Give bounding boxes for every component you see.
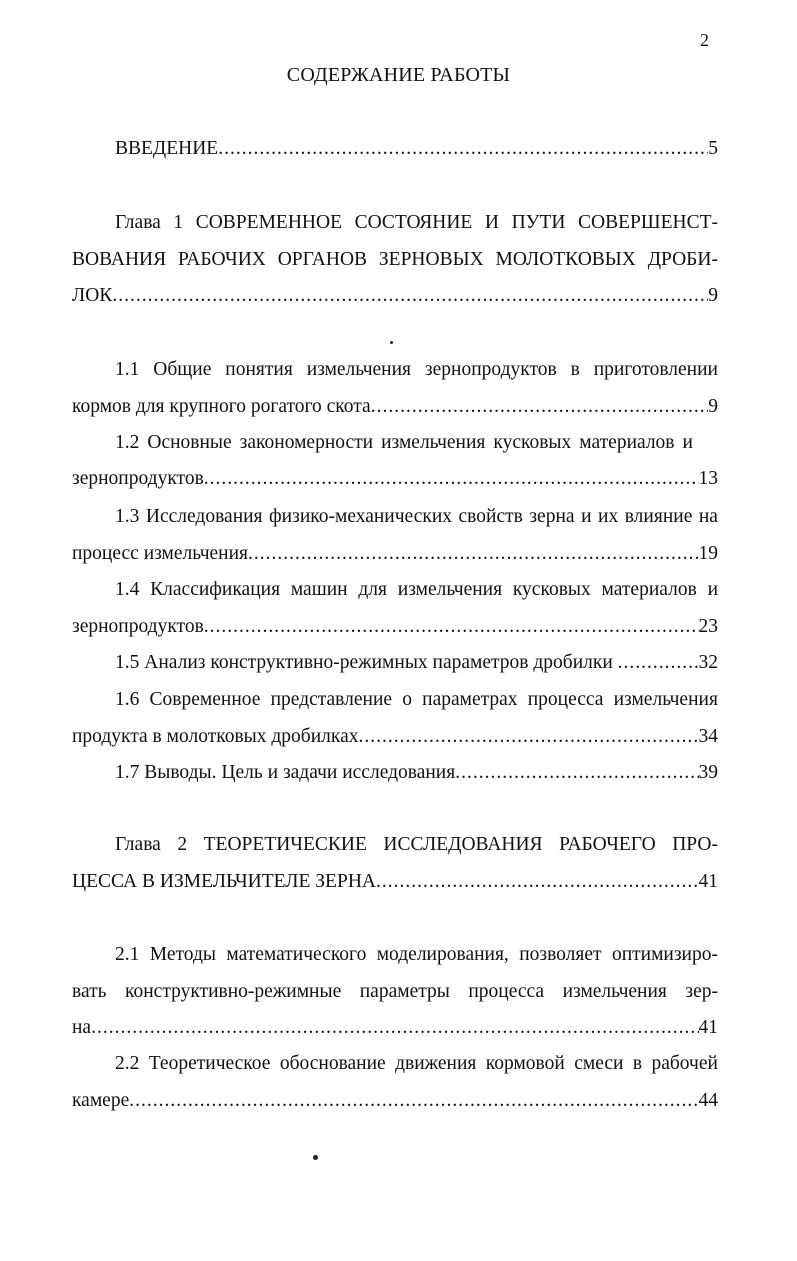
toc-entry-ch2-line2	[72, 870, 718, 894]
toc-word: в	[632, 1053, 643, 1074]
toc-word: 2.2	[115, 1053, 140, 1074]
toc-leader	[371, 395, 709, 419]
toc-word: о	[402, 689, 412, 710]
toc-page: 41	[698, 871, 718, 892]
toc-leader	[112, 284, 708, 308]
toc-word: ПРО-	[672, 834, 718, 855]
toc-word: Теоретическое	[148, 1053, 271, 1074]
toc-word: смеси	[574, 1053, 624, 1074]
toc-text: кормов для крупного рогатого скота	[72, 396, 371, 417]
toc-text: зернопродуктов	[72, 616, 204, 637]
toc-word: и	[707, 579, 718, 600]
toc-leader	[618, 651, 699, 675]
toc-word: оптимизиро-	[611, 944, 718, 965]
toc-entry-1-3-line2	[72, 542, 718, 566]
toc-word: МОЛОТКОВЫХ	[495, 249, 636, 270]
toc-word: Общие	[153, 359, 212, 380]
toc-word: математического	[226, 944, 367, 965]
toc-word: ОРГАНОВ	[277, 249, 368, 270]
toc-leader	[455, 761, 698, 785]
toc-word: измельчения	[381, 432, 486, 453]
toc-entry-2-1-line3	[72, 1016, 718, 1040]
stray-mark	[390, 341, 393, 344]
toc-word: приготовлении	[593, 359, 718, 380]
toc-entry-1-1-line1	[115, 358, 718, 382]
toc-page: 9	[708, 396, 718, 417]
toc-entry-1-6-line1	[115, 688, 718, 712]
toc-text: ВВЕДЕНИЕ	[115, 138, 219, 159]
toc-entry-1-4-line1	[115, 578, 718, 602]
toc-word: измельчения	[613, 689, 718, 710]
toc-word: движения	[395, 1053, 477, 1074]
toc-word: ВОВАНИЯ	[72, 249, 167, 270]
toc-entry-ch1-line3	[72, 284, 718, 308]
toc-word: 1.2	[115, 432, 140, 453]
toc-leader	[204, 615, 699, 639]
toc-word: ПУТИ	[511, 212, 566, 233]
toc-text: процесс измельчения	[72, 543, 248, 564]
toc-word: позволяет	[519, 944, 602, 965]
toc-leader	[376, 870, 699, 894]
toc-word: Основные	[147, 432, 232, 453]
toc-word: кусковых	[493, 432, 572, 453]
toc-entry-ch1-line1	[115, 211, 718, 235]
toc-word: понятия	[225, 359, 293, 380]
toc-entry-1-7	[115, 761, 718, 785]
toc-word: измельчения	[306, 359, 412, 380]
toc-word: 2	[177, 834, 188, 855]
toc-text: продукта в молотковых дробилках	[72, 726, 359, 747]
toc-word: машин	[290, 579, 348, 600]
toc-page: 39	[698, 762, 718, 783]
toc-word: и	[682, 432, 693, 453]
toc-word: зер-	[685, 981, 718, 1002]
toc-word: материалов	[579, 432, 675, 453]
toc-leader	[358, 725, 698, 749]
toc-word: рабочей	[651, 1053, 718, 1074]
toc-text: зернопродуктов	[72, 468, 204, 489]
toc-leader	[248, 542, 699, 566]
toc-word: процесса	[527, 689, 604, 710]
toc-word: кормовой	[485, 1053, 565, 1074]
toc-entry-1-5	[115, 651, 718, 675]
toc-word: 1.6	[115, 689, 140, 710]
toc-word: закономерности	[239, 432, 374, 453]
toc-word: конструктивно-режимные	[125, 981, 342, 1002]
toc-word: РАБОЧЕГО	[559, 834, 656, 855]
toc-entry-1-3-line1	[115, 505, 718, 529]
toc-word: СОСТОЯНИЕ	[354, 212, 473, 233]
toc-word: зерна	[529, 506, 575, 527]
toc-word: на	[698, 506, 718, 527]
toc-word: ТЕОРЕТИЧЕСКИЕ	[203, 834, 367, 855]
toc-entry-2-1-line2	[72, 980, 718, 1004]
toc-text: 1.5 Анализ конструктивно-режимных параметров дробилки	[115, 652, 618, 673]
toc-word: СОВЕРШЕНСТ-	[578, 212, 718, 233]
toc-word: в	[570, 359, 580, 380]
toc-entry-intro	[115, 137, 718, 161]
toc-word: параметрах	[422, 689, 518, 710]
toc-word: Глава	[115, 212, 161, 233]
toc-page: 32	[698, 652, 718, 673]
toc-entry-1-2-line2	[72, 467, 718, 491]
toc-entry-1-2-line1	[115, 431, 693, 455]
toc-word: СОВРЕМЕННОЕ	[195, 212, 342, 233]
toc-word: и	[581, 506, 592, 527]
toc-word: влияние	[624, 506, 693, 527]
toc-word: 1	[173, 212, 184, 233]
toc-word: свойств	[458, 506, 523, 527]
toc-leader	[129, 1089, 698, 1113]
toc-word: для	[358, 579, 387, 600]
toc-word: ИССЛЕДОВАНИЯ	[383, 834, 543, 855]
stray-mark	[313, 1155, 318, 1160]
toc-word: обоснование	[279, 1053, 386, 1074]
toc-word: Классификация	[150, 579, 281, 600]
toc-word: Современное	[149, 689, 261, 710]
toc-word: И	[484, 212, 499, 233]
toc-word: физико-механических	[269, 506, 453, 527]
toc-word: 1.4	[115, 579, 140, 600]
toc-page: 34	[698, 726, 718, 747]
toc-word: РАБОЧИХ	[177, 249, 266, 270]
toc-page: 44	[698, 1090, 718, 1111]
toc-word: ЗЕРНОВЫХ	[378, 249, 484, 270]
toc-word: измельчения	[397, 579, 503, 600]
toc-text: 1.7 Выводы. Цель и задачи исследования	[115, 762, 456, 783]
toc-page: 23	[698, 616, 718, 637]
toc-word: измельчения	[562, 981, 667, 1002]
toc-page: 5	[708, 138, 718, 159]
page-number: 2	[700, 30, 709, 50]
toc-word: процесса	[468, 981, 545, 1002]
toc-word: кусковых	[512, 579, 591, 600]
toc-word: Методы	[149, 944, 216, 965]
toc-entry-ch1-line2	[72, 248, 718, 272]
toc-word: 2.1	[115, 944, 140, 965]
toc-text: ЛОК	[72, 285, 113, 306]
toc-word: представление	[270, 689, 393, 710]
toc-entry-1-6-line2	[72, 725, 718, 749]
toc-word: материалов	[601, 579, 697, 600]
toc-entry-2-2-line2	[72, 1089, 718, 1113]
toc-word: зернопродуктов	[424, 359, 557, 380]
toc-entry-1-1-line2	[72, 395, 718, 419]
toc-text: камере	[72, 1090, 130, 1111]
toc-word: 1.1	[115, 359, 140, 380]
toc-word: параметры	[359, 981, 450, 1002]
toc-page: 9	[708, 285, 718, 306]
toc-leader	[218, 137, 708, 161]
toc-text: на	[72, 1017, 92, 1038]
toc-page: 13	[698, 468, 718, 489]
toc-entry-2-1-line1	[115, 943, 718, 967]
toc-word: Исследования	[145, 506, 263, 527]
toc-word: моделирования,	[376, 944, 509, 965]
toc-word: Глава	[115, 834, 161, 855]
toc-page: 19	[698, 543, 718, 564]
toc-word: вать	[72, 981, 107, 1002]
page-title: СОДЕРЖАНИЕ РАБОТЫ	[286, 64, 511, 86]
toc-leader	[91, 1016, 698, 1040]
toc-text: ЦЕССА В ИЗМЕЛЬЧИТЕЛЕ ЗЕРНА	[72, 871, 376, 892]
toc-entry-2-2-line1	[115, 1052, 718, 1076]
toc-word: их	[598, 506, 619, 527]
toc-entry-ch2-line1	[115, 833, 718, 857]
toc-page: 41	[698, 1017, 718, 1038]
toc-leader	[204, 467, 699, 491]
toc-entry-1-4-line2	[72, 615, 718, 639]
toc-word: ДРОБИ-	[647, 249, 718, 270]
toc-word: 1.3	[115, 506, 140, 527]
